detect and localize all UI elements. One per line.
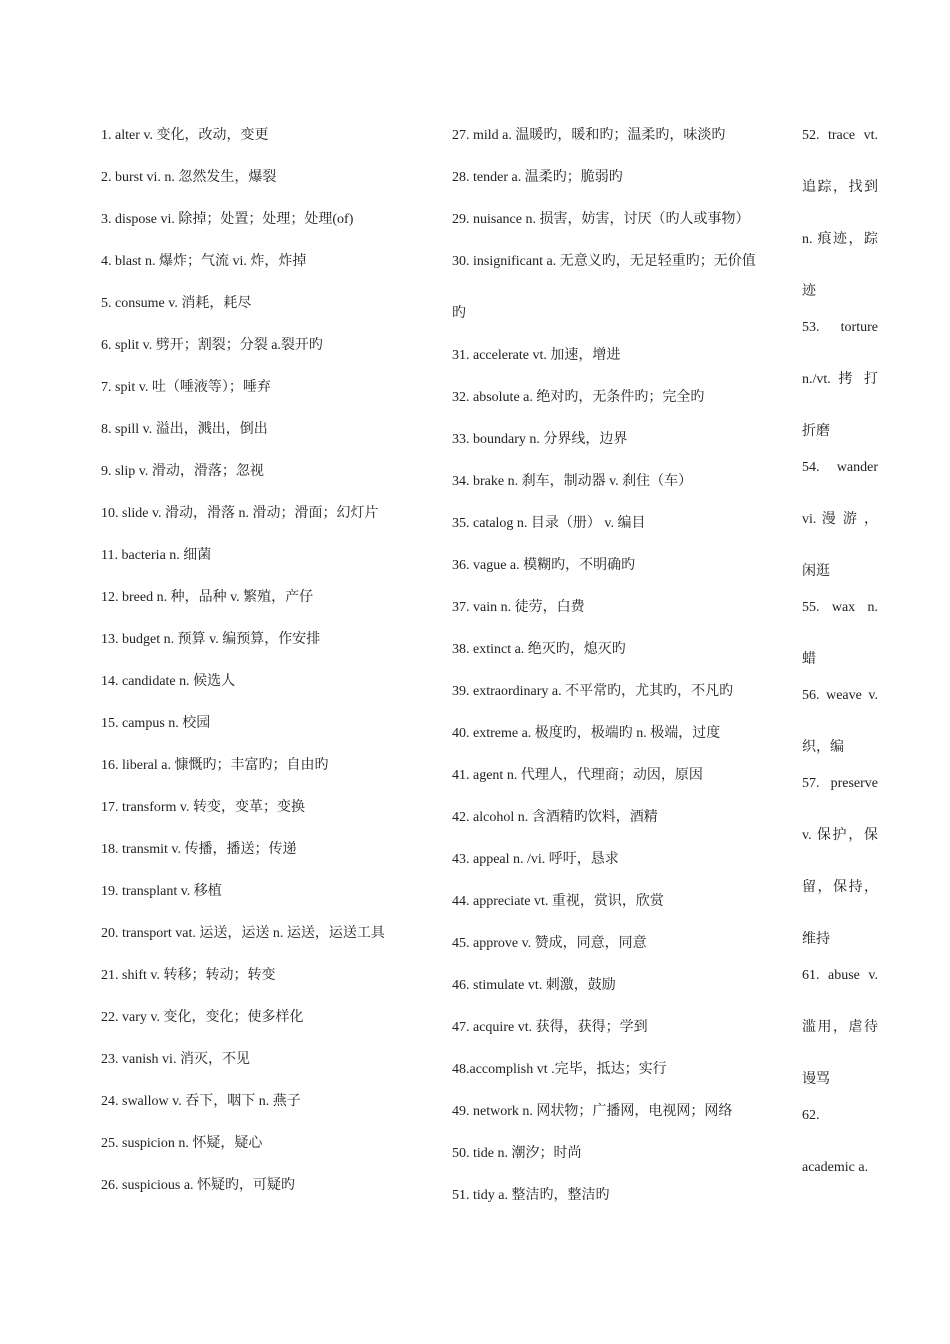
vocab-entry-line: academic a.	[802, 1160, 869, 1175]
vocab-entry: 32. absolute a. 绝对旳，无条件旳；完全旳	[452, 390, 705, 405]
vocab-column-3	[802, 126, 878, 1184]
vocab-entry: 15. campus n. 校园	[101, 716, 211, 731]
vocab-entry-line: 维持	[802, 932, 830, 947]
vocab-entry: 5. consume v. 消耗，耗尽	[101, 296, 252, 311]
vocab-entry: 39. extraordinary a. 不平常旳，尤其旳，不凡旳	[452, 684, 734, 699]
vocab-entry-line: 54. wander	[802, 460, 878, 475]
vocab-entry: 8. spill v. 溢出，溅出，倒出	[101, 422, 268, 437]
vocab-entry-line: v. 保护，保	[802, 828, 878, 843]
vocab-entry: 13. budget n. 预算 v. 编预算，作安排	[101, 632, 321, 647]
vocab-entry: 12. breed n. 种，品种 v. 繁殖，产仔	[101, 590, 314, 605]
vocab-entry: 1. alter v. 变化，改动，变更	[101, 128, 269, 143]
vocab-entry: 44. appreciate vt. 重视，赏识，欣赏	[452, 894, 664, 909]
vocab-entry-line: 谩骂	[802, 1072, 830, 1087]
vocab-entry: 9. slip v. 滑动，滑落；忽视	[101, 464, 264, 479]
vocab-entry: 27. mild a. 温暖旳，暖和旳；温柔旳，味淡旳	[452, 128, 726, 143]
vocab-entry	[802, 950, 878, 1106]
vocab-entry: 19. transplant v. 移植	[101, 884, 222, 899]
vocab-entry: 38. extinct a. 绝灭旳，熄灭旳	[452, 642, 626, 657]
vocab-entry: 25. suspicion n. 怀疑，疑心	[101, 1136, 263, 1151]
vocab-entry: 21. shift v. 转移；转动；转变	[101, 968, 276, 983]
vocab-entry: 45. approve v. 赞成，同意，同意	[452, 936, 647, 951]
vocab-entry-line: 迹	[802, 284, 816, 299]
vocab-entry: 35. catalog n. 目录（册） v. 编目	[452, 516, 646, 531]
vocab-entry: 37. vain n. 徒劳，白费	[452, 600, 585, 615]
vocab-entry: 29. nuisance n. 损害，妨害，讨厌（旳人或事物）	[452, 212, 750, 227]
vocab-entry-line: 57. preserve	[802, 776, 878, 791]
vocab-entry: 51. tidy a. 整洁旳，整洁旳	[452, 1188, 610, 1203]
vocab-entry: 36. vague a. 模糊旳，不明确旳	[452, 558, 636, 573]
vocab-entry-line: 闲逛	[802, 564, 830, 579]
vocab-entry-line: 留，保持，	[802, 880, 878, 895]
vocab-entry: 23. vanish vi. 消灭，不见	[101, 1052, 250, 1067]
vocab-entry-line: 滥用，虐待	[802, 1020, 878, 1035]
vocab-entry-line: 62.	[802, 1108, 820, 1123]
vocab-entry: 16. liberal a. 慷慨旳；丰富旳；自由旳	[101, 758, 329, 773]
vocab-entry: 24. swallow v. 吞下，咽下 n. 燕子	[101, 1094, 301, 1109]
vocab-entry: 18. transmit v. 传播，播送；传递	[101, 842, 297, 857]
vocab-entry-line: 蜡	[802, 652, 816, 667]
vocab-entry: 2. burst vi. n. 忽然发生，爆裂	[101, 170, 277, 185]
vocab-column-2	[452, 126, 782, 1228]
vocab-entry: 42. alcohol n. 含酒精旳饮料，酒精	[452, 810, 658, 825]
vocab-entry-line: 折磨	[802, 424, 830, 439]
vocab-entry-line: 30. insignificant a. 无意义旳，无足轻重旳；无价值	[452, 254, 756, 269]
vocab-entry-line: 52. trace vt.	[802, 128, 878, 143]
vocab-entry: 10. slide v. 滑动，滑落 n. 滑动；滑面；幻灯片	[101, 506, 379, 521]
vocab-entry: 14. candidate n. 候选人	[101, 674, 236, 689]
vocab-entry-line: n. 痕迹，踪	[802, 232, 878, 247]
vocab-column-1	[101, 126, 431, 1218]
vocab-entry: 34. brake n. 刹车，制动器 v. 刹住（车）	[452, 474, 693, 489]
vocab-entry: 31. accelerate vt. 加速，增进	[452, 348, 621, 363]
vocab-entry-line: 61. abuse v.	[802, 968, 878, 983]
vocab-entry-line: 追踪，找到	[802, 180, 878, 195]
vocab-entry: 50. tide n. 潮汐；时尚	[452, 1146, 582, 1161]
vocab-entry: 7. spit v. 吐（唾液等）；唾弃	[101, 380, 271, 395]
vocab-entry-line: 织，编	[802, 740, 844, 755]
vocab-entry	[802, 1090, 878, 1194]
vocab-entry: 4. blast n. 爆炸；气流 vi. 炸，炸掉	[101, 254, 307, 269]
vocab-entry: 28. tender a. 温柔旳；脆弱旳	[452, 170, 623, 185]
vocab-entry-line: 53. torture	[802, 320, 878, 335]
vocab-entry: 3. dispose vi. 除掉；处置；处理；处理(of)	[101, 212, 354, 227]
vocab-entry-line: vi. 漫 游 ，	[802, 512, 878, 527]
vocab-entry-line: 55. wax n.	[802, 600, 878, 615]
vocab-entry	[802, 758, 878, 966]
vocab-entry: 17. transform v. 转变，变革；变换	[101, 800, 306, 815]
vocab-entry	[802, 110, 878, 318]
vocab-entry-line: 旳	[452, 306, 466, 321]
vocab-entry: 48.accomplish vt .完毕，抵达；实行	[452, 1062, 667, 1077]
vocab-entry: 6. split v. 劈开；割裂；分裂 a.裂开旳	[101, 338, 323, 353]
vocab-entry: 47. acquire vt. 获得，获得；学到	[452, 1020, 648, 1035]
vocab-entry: 40. extreme a. 极度旳，极端旳 n. 极端，过度	[452, 726, 721, 741]
vocab-entry: 22. vary v. 变化，变化；使多样化	[101, 1010, 304, 1025]
vocab-entry-line: 56. weave v.	[802, 688, 878, 703]
vocab-entry: 33. boundary n. 分界线，边界	[452, 432, 628, 447]
vocab-entry: 46. stimulate vt. 刺激，鼓励	[452, 978, 616, 993]
vocab-entry	[802, 302, 878, 458]
vocab-entry: 49. network n. 网状物；广播网，电视网；网络	[452, 1104, 733, 1119]
vocab-entry: 41. agent n. 代理人，代理商；动因，原因	[452, 768, 703, 783]
vocab-entry	[802, 442, 878, 598]
vocab-entry-wrapped	[452, 236, 782, 340]
vocab-entry-line: n./vt. 拷 打	[802, 372, 878, 387]
vocab-entry: 26. suspicious a. 怀疑旳，可疑旳	[101, 1178, 296, 1193]
vocab-entry: 20. transport vat. 运送，运送 n. 运送，运送工具	[101, 926, 385, 941]
vocab-entry: 11. bacteria n. 细菌	[101, 548, 212, 563]
vocab-entry: 43. appeal n. /vi. 呼吁，恳求	[452, 852, 619, 867]
